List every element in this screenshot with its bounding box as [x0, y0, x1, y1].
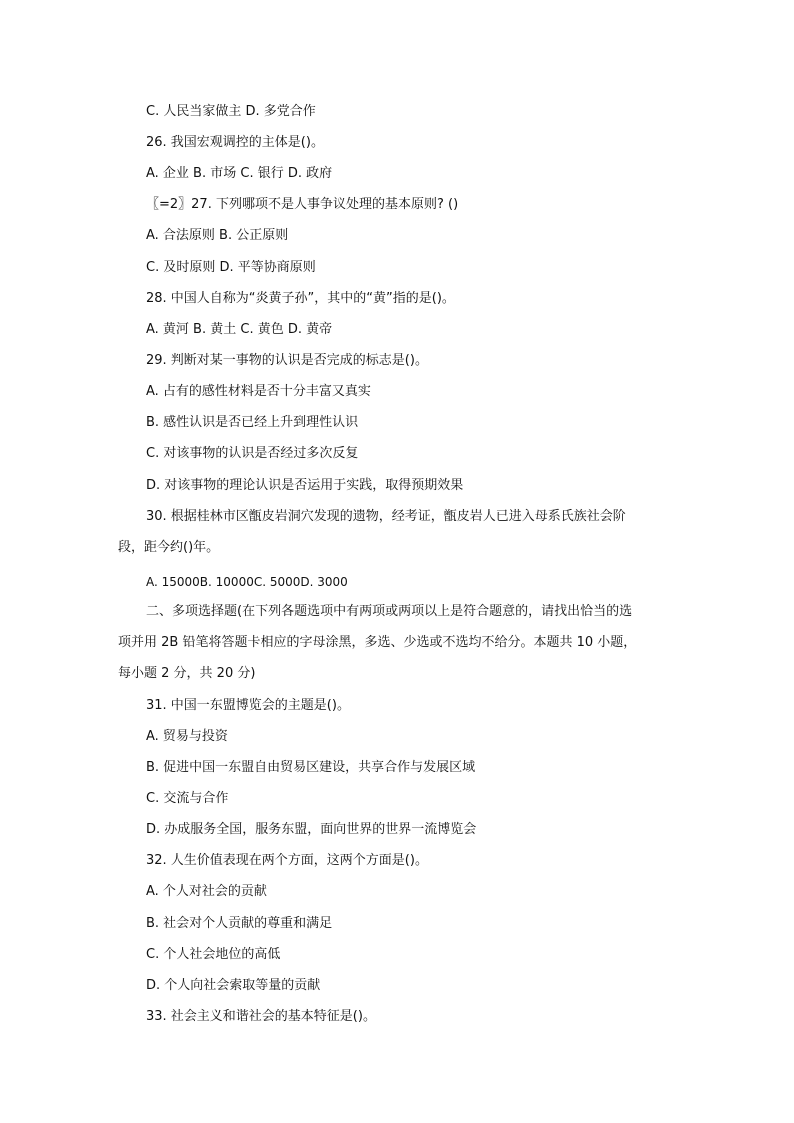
text-line: B. 感性认识是否已经上升到理性认识 — [146, 415, 359, 430]
text-line: 段，距今约()年。 — [118, 540, 220, 555]
text-line: 30. 根据桂林市区甑皮岩洞穴发现的遗物，经考证，甑皮岩人已进入母系氏族社会阶 — [146, 509, 626, 524]
text-line: 项并用 2B 铅笔将答题卡相应的字母涂黑，多选、少选或不选均不给分。本题共 10 小题， — [118, 635, 637, 650]
text-line: C. 对该事物的认识是否经过多次反复 — [146, 446, 359, 461]
text-line: 28. 中国人自称为“炎黄子孙”，其中的“黄”指的是()。 — [146, 291, 455, 306]
text-line: B. 社会对个人贡献的尊重和满足 — [146, 916, 333, 931]
text-line: A. 15000B. 10000C. 5000D. 3000 — [146, 575, 348, 589]
text-line: 31. 中国一东盟博览会的主题是()。 — [146, 698, 350, 713]
text-line: A. 企业 B. 市场 C. 银行 D. 政府 — [146, 166, 333, 181]
text-line: C. 个人社会地位的高低 — [146, 947, 281, 962]
text-line: C. 及时原则 D. 平等协商原则 — [146, 260, 316, 275]
text-line: 29. 判断对某一事物的认识是否完成的标志是()。 — [146, 353, 428, 368]
text-line: 26. 我国宏观调控的主体是()。 — [146, 135, 324, 150]
text-line: 33. 社会主义和谐社会的基本特征是()。 — [146, 1009, 376, 1024]
text-line: 32. 人生价值表现在两个方面，这两个方面是()。 — [146, 853, 428, 868]
text-line: A. 黄河 B. 黄土 C. 黄色 D. 黄帝 — [146, 322, 333, 337]
text-line: C. 人民当家做主 D. 多党合作 — [146, 104, 316, 119]
text-line: 〖=2〗27. 下列哪项不是人事争议处理的基本原则? () — [146, 197, 459, 212]
text-line: D. 办成服务全国，服务东盟，面向世界的世界一流博览会 — [146, 822, 477, 837]
text-line: A. 贸易与投资 — [146, 729, 228, 744]
text-line: 每小题 2 分，共 20 分) — [118, 666, 256, 681]
text-line: A. 占有的感性材料是否十分丰富又真实 — [146, 384, 371, 399]
text-line: A. 个人对社会的贡献 — [146, 884, 267, 899]
text-line: D. 对该事物的理论认识是否运用于实践，取得预期效果 — [146, 478, 464, 493]
text-line: A. 合法原则 B. 公正原则 — [146, 228, 289, 243]
text-line: D. 个人向社会索取等量的贡献 — [146, 978, 321, 993]
text-line: C. 交流与合作 — [146, 791, 229, 806]
text-line: B. 促进中国一东盟自由贸易区建设，共享合作与发展区域 — [146, 760, 476, 775]
text-line: 二、多项选择题(在下列各题选项中有两项或两项以上是符合题意的，请找出恰当的选 — [146, 604, 633, 619]
